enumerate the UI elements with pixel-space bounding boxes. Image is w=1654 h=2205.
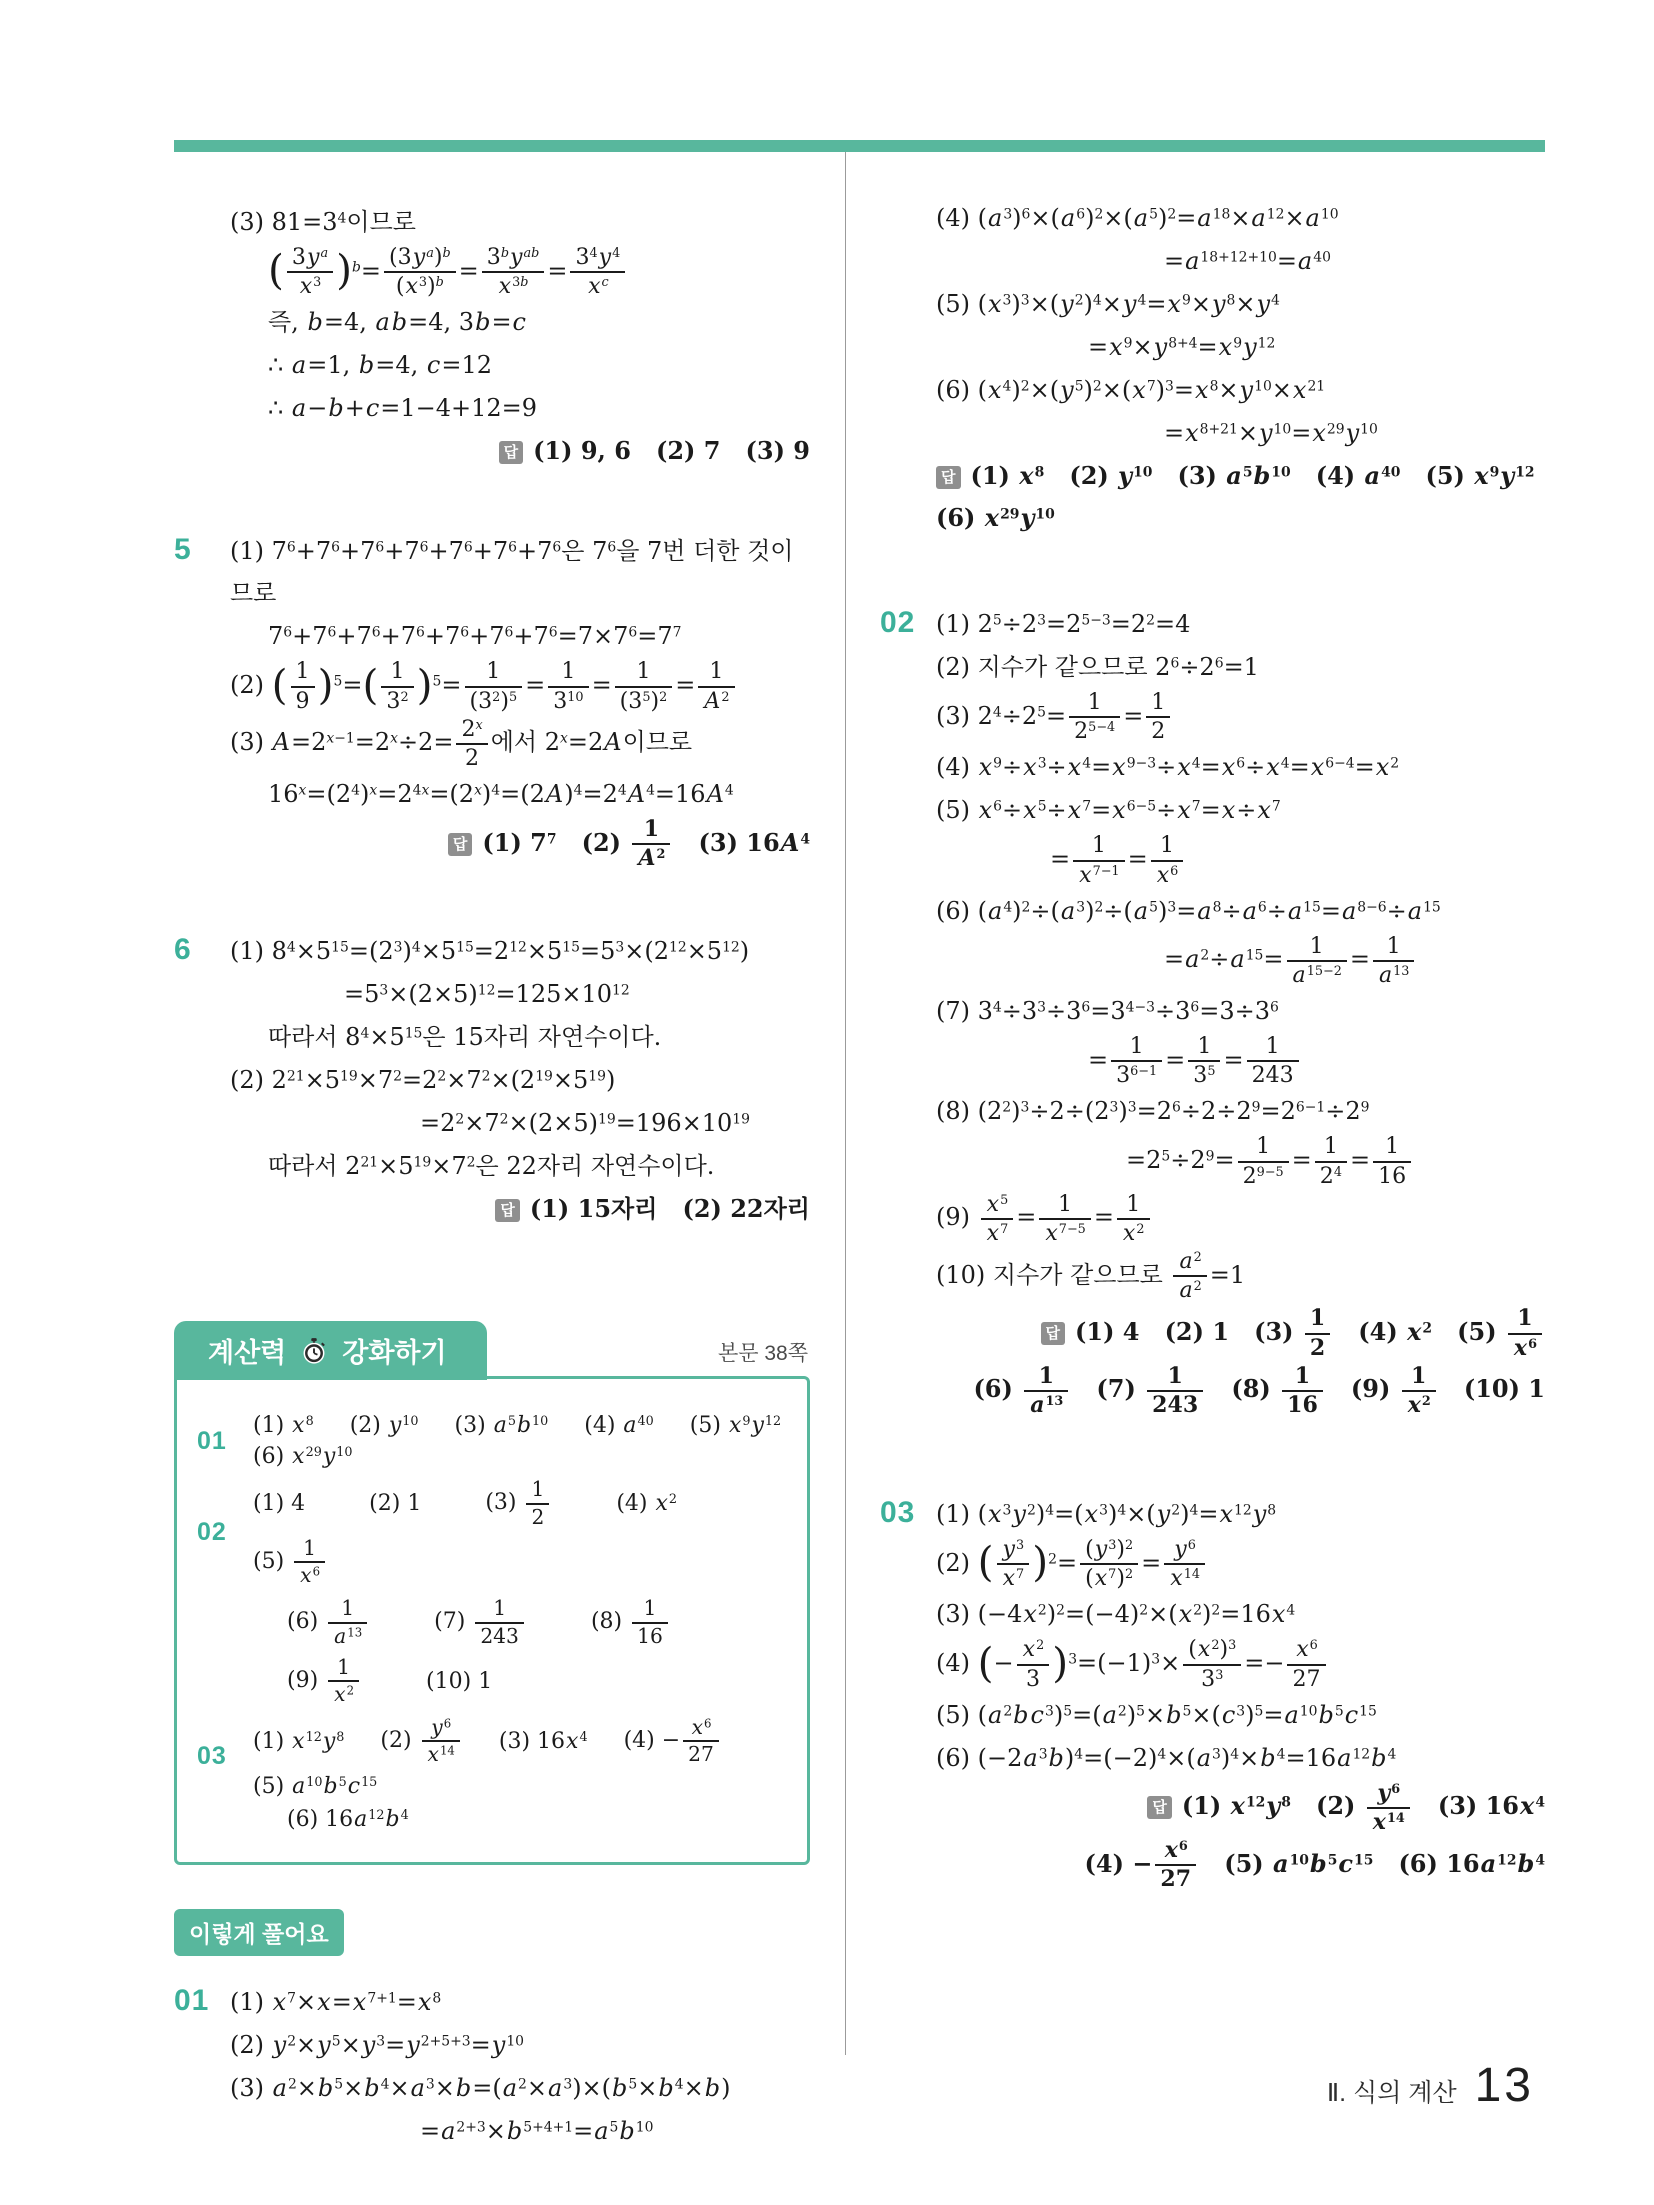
line-text: (2) $2^{21}\times 5^{19}\times 7^2=2^2\times 7^2\times(2^{19}\times 5^{19})$ bbox=[230, 1066, 616, 1095]
practice-row-label: 02 bbox=[197, 1518, 227, 1547]
solution-line bbox=[936, 789, 1545, 831]
solution-line bbox=[268, 1145, 810, 1187]
solution-line bbox=[936, 1536, 1545, 1592]
solution-line bbox=[936, 746, 1545, 788]
solution-line bbox=[1164, 412, 1545, 454]
answer-line bbox=[936, 455, 1560, 539]
problem-number: 02 bbox=[880, 606, 916, 639]
line-text: (1) $8^4\times 5^{15}=(2^3)^4\times 5^{15}=2^{12}\times 5^{15}=5^3\times(2^{12}\times 5^{12})$ bbox=[230, 937, 750, 966]
practice-item: (10) 1 bbox=[426, 1668, 493, 1694]
solution-line bbox=[936, 1191, 1545, 1247]
practice-row bbox=[197, 1477, 795, 1588]
fraction: $\frac{1}{16}$ bbox=[1282, 1365, 1323, 1417]
fraction: $\frac{y^6}{x^{14}}$ bbox=[422, 1717, 460, 1765]
fraction: $\frac{x^6}{27}$ bbox=[683, 1717, 719, 1765]
fraction: $\frac{1}{(3^2)^5}$ bbox=[465, 660, 523, 712]
fraction: y6 x14 bbox=[1164, 1538, 1205, 1590]
answer-line bbox=[936, 1363, 1545, 1419]
practice-item: (4) $a^{40}$ bbox=[584, 1413, 654, 1439]
fraction: $\frac{3^by^{ab}}{x^{3b}}$ bbox=[482, 246, 545, 298]
solution-line bbox=[268, 387, 810, 429]
practice-item: (9) $\frac{1}{x^2}$ bbox=[287, 1655, 362, 1707]
practice-item: (3) $\frac{1}{2}$ bbox=[485, 1477, 552, 1529]
practice-row-items bbox=[287, 1596, 795, 1707]
solution-line bbox=[936, 890, 1545, 932]
right-solution-blocks bbox=[880, 196, 1560, 1894]
problem-number bbox=[880, 196, 936, 200]
solution-line bbox=[230, 658, 810, 714]
line-text: $=5^3\times(2\times 5)^{12}=125\times 10^{12}$ bbox=[344, 980, 630, 1009]
fraction: $\frac{a^2}{a^2}$ bbox=[1173, 1250, 1206, 1302]
solution-line bbox=[230, 2067, 810, 2109]
fraction: x6 27 bbox=[1155, 1839, 1196, 1891]
line-text: (6) (−2a3b)4=(−2)4×(a3)4×b4=16a12b4 bbox=[936, 1743, 1397, 1772]
fraction: $\frac{1}{(3^5)^2}$ bbox=[615, 660, 673, 712]
fraction: $\frac{1}{A^2}$ bbox=[698, 660, 734, 712]
solution-line bbox=[936, 646, 1545, 688]
block-content bbox=[230, 200, 810, 473]
line-text: (6) $(a^4)^2\div(a^3)^2\div(a^5)^3=a^8\div a^6\div a^{15}=a^{8-6}\div a^{15}$ bbox=[936, 896, 1441, 925]
answer-line bbox=[230, 816, 810, 872]
solution-line bbox=[936, 283, 1545, 325]
fraction: y6 x14 bbox=[1367, 1782, 1410, 1834]
practice-item: (1) $x^8$ bbox=[253, 1413, 314, 1439]
solution-line bbox=[268, 773, 810, 815]
solution-line bbox=[1164, 933, 1545, 989]
practice-item: (4) − $\frac{x^6}{27}$ bbox=[624, 1715, 722, 1767]
solution-block bbox=[880, 602, 1545, 1420]
solution-block bbox=[174, 929, 810, 1231]
line-text: (3) $a^2\times b^5\times b^4\times a^3\times b=(a^2\times a^3)\times(b^5\times b^4\times b)$ bbox=[230, 2073, 731, 2102]
chapter-title: Ⅱ. 식의 계산 bbox=[1326, 2079, 1457, 2107]
fraction: $\frac{1}{x^2}$ bbox=[1117, 1193, 1150, 1245]
problem-number: 6 bbox=[174, 933, 192, 967]
line-text: ∴ a−b+c=1−4+12=9 bbox=[268, 394, 538, 423]
practice-row-label: 03 bbox=[197, 1742, 227, 1771]
practice-item: (1) $x^{12}y^8$ bbox=[253, 1728, 345, 1754]
solution-line bbox=[936, 1636, 1545, 1692]
fraction: $\frac{1}{2}$ bbox=[526, 1479, 549, 1527]
fraction: $\frac{1}{x^6}$ bbox=[294, 1538, 325, 1586]
fraction: $\frac{1}{A^2}$ bbox=[632, 818, 670, 870]
solution-line bbox=[230, 716, 810, 772]
practice-item: (2) $\frac{y^6}{x^{14}}$ bbox=[380, 1715, 463, 1767]
solution-block bbox=[880, 196, 1560, 540]
line-text: (1) $2^5\div 2^3=2^{5-3}=2^2=4$ bbox=[936, 610, 1191, 638]
answer-line bbox=[936, 1780, 1545, 1836]
line-text: (8) $(2^2)^3\div 2\div(2^3)^3=2^6\div 2\div 2^9=2^{6-1}\div 2^9$ bbox=[936, 1097, 1370, 1126]
answer-badge: 답 bbox=[1147, 1796, 1172, 1819]
practice-item: (5) $\frac{1}{x^6}$ bbox=[253, 1536, 328, 1588]
solution-block bbox=[174, 200, 810, 473]
line-text: (3) (−4x2)2=(−4)2×(x2)2=16x4 bbox=[936, 1600, 1296, 1629]
solution-line bbox=[268, 301, 810, 343]
line-text: $=x^9\times y^{8+4}=x^9y^{12}$ bbox=[1088, 333, 1276, 361]
block-content bbox=[230, 529, 810, 873]
line-text: $7^6+7^6+7^6+7^6+7^6+7^6+7^6=7\times 7^6=7^7$ bbox=[268, 622, 682, 651]
page-number: 13 bbox=[1474, 2059, 1534, 2112]
practice-item: (6) $x^{29}y^{10}$ bbox=[253, 1444, 353, 1470]
line-text: 따라서 $2^{21}\times 5^{19}\times 7^2$은 22자리 자연수이다. bbox=[268, 1152, 715, 1181]
solution-block bbox=[174, 1980, 810, 2153]
fraction: $\frac{1}{x^{7-1}}$ bbox=[1073, 834, 1124, 886]
solution-line bbox=[936, 369, 1545, 411]
fraction: $\frac{1}{x^2}$ bbox=[1402, 1365, 1436, 1417]
line-text: (5) $(x^3)^3\times(y^2)^4\times y^4=x^9\times y^8\times y^4$ bbox=[936, 290, 1280, 318]
line-text: $=a^2\div a^{15}=$ $\frac{1}{a^{15-2}}$ = $\frac{1}{a^{13}}$ bbox=[1164, 945, 1417, 973]
line-text: (3) $81=3^4$이므로 bbox=[230, 208, 416, 236]
practice-box-tab bbox=[174, 1321, 487, 1380]
practice-row-items bbox=[253, 1413, 795, 1469]
line-text: $=a^{18+12+10}=a^{40}$ bbox=[1164, 247, 1331, 275]
practice-item: (6) $\frac{1}{a^{13}}$ bbox=[287, 1596, 370, 1648]
line-text: (4) − x6 27 (5) a10b5c15 (6) 16a12b4 bbox=[1084, 1837, 1545, 1893]
fraction: $\frac{3y^a}{x^3}$ bbox=[287, 246, 333, 298]
fraction: $\frac{1}{3^5}$ bbox=[1188, 1035, 1220, 1087]
solution-line bbox=[230, 930, 810, 972]
page-reference: 본문 38쪽 bbox=[717, 1342, 808, 1366]
line-text: $=2^2\times 7^2\times(2\times 5)^{19}=196\times 10^{19}$ bbox=[420, 1109, 750, 1138]
practice-item: (3) $a^5b^{10}$ bbox=[454, 1413, 549, 1439]
line-text: (5) (a2bc3)5=(a2)5×b5×(c3)5=a10b5c15 bbox=[936, 1700, 1377, 1729]
left-solution-blocks bbox=[174, 200, 810, 1231]
practice-item: (4) $x^2$ bbox=[616, 1491, 678, 1517]
practice-box bbox=[174, 1376, 810, 1864]
solution-line bbox=[936, 603, 1545, 645]
line-text: $=a^{2+3}\times b^{5+4+1}=a^5b^{10}$ bbox=[420, 2116, 654, 2145]
line-text: (1) $x^7\times x=x^{7+1}=x^8$ bbox=[230, 1987, 442, 2016]
solution-line bbox=[230, 1059, 810, 1101]
fraction: (x2)3 33 bbox=[1183, 1638, 1241, 1690]
line-text: 즉, b=4, ab=4, 3b=c bbox=[268, 308, 526, 337]
fraction: x6 27 bbox=[1287, 1638, 1325, 1690]
line-text: (3) $A=2^{x-1}=2^x\div 2=$ $\frac{2^x}{2}$ 에서 $2^x=2A$이므로 bbox=[230, 716, 693, 771]
practice-box-wrap bbox=[174, 1321, 810, 1864]
answer-line bbox=[230, 430, 810, 472]
fraction: $\frac{x^5}{x^7}$ bbox=[981, 1193, 1014, 1245]
practice-row-items bbox=[253, 1477, 795, 1588]
practice-item: (2) $y^{10}$ bbox=[349, 1413, 419, 1439]
practice-item: (5) $a^{10}b^5c^{15}$ bbox=[253, 1773, 378, 1799]
fraction: $\frac{2^x}{2}$ bbox=[456, 718, 487, 770]
line-text: (9) $\frac{x^5}{x^7}$ = $\frac{1}{x^{7-5}}$ = $\frac{1}{x^2}$ bbox=[936, 1203, 1153, 1231]
problem-number: 03 bbox=[880, 1496, 916, 1530]
method-badge: 이렇게 풀어요 bbox=[174, 1909, 344, 1956]
line-text: ( $\frac{3y^a}{x^3}$ )$^b$= $\frac{(3y^a)^b}{(x^3)^b}$ = $\frac{3^by^{ab}}{x^{3b}}$ = $\frac{3^4y^4}{x^c}$ bbox=[268, 257, 628, 285]
answer-badge: 답 bbox=[499, 441, 524, 464]
line-text: (2) ( y3 x7 )2= (y3)2 (x7)2 = y6 x14 bbox=[936, 1549, 1208, 1577]
line-text: (5) $x^6\div x^5\div x^7=x^{6-5}\div x^7=x\div x^7$ bbox=[936, 796, 1281, 825]
line-text: (1) (x3y2)4=(x3)4×(y2)4=x12y8 bbox=[936, 1500, 1277, 1529]
fraction: $\frac{1}{2^4}$ bbox=[1315, 1135, 1347, 1187]
problem-number: 01 bbox=[174, 1983, 210, 2017]
practice-item: (1) 4 bbox=[253, 1491, 306, 1517]
column-divider bbox=[845, 152, 846, 2055]
line-text: 따라서 $8^4\times 5^{15}$은 15자리 자연수이다. bbox=[268, 1023, 662, 1052]
line-text: (2) 지수가 같으므로 $2^6\div 2^6=1$ bbox=[936, 653, 1259, 681]
fraction: $\frac{1}{2}$ bbox=[1305, 1307, 1330, 1359]
line-text: (2) ( $\frac{1}{9}$ )$^5$=( $\frac{1}{3^2}$ )$^5$= $\frac{1}{(3^2)^5}$ = $\frac{1}{3^{10}}$ = $\frac{1}{(3^5)^2}$ = $\frac{1}{A^2}$ bbox=[230, 671, 738, 699]
practice-item: (8) $\frac{1}{16}$ bbox=[591, 1596, 671, 1648]
solution-line bbox=[230, 2024, 810, 2066]
line-text: (1) 4 (2) 1 (3) $\frac{1}{2}$ (4) $x^2$ (5) $\frac{1}{x^6}$ bbox=[1075, 1317, 1545, 1346]
solution-line bbox=[936, 1248, 1545, 1304]
practice-row bbox=[197, 1715, 795, 1798]
line-text: $=x^{8+21}\times y^{10}=x^{29}y^{10}$ bbox=[1164, 419, 1378, 447]
solution-line bbox=[268, 344, 810, 386]
fraction: $\frac{1}{x^2}$ bbox=[328, 1657, 359, 1705]
solution-line bbox=[230, 530, 810, 614]
line-text: (1) $x^8$ (2) $y^{10}$ (3) $a^5b^{10}$ (4) $a^{40}$ (5) $x^9y^{12}$ (6) $x^{29}y^{10}$ bbox=[936, 461, 1560, 532]
fraction: $\frac{(3y^a)^b}{(x^3)^b}$ bbox=[384, 246, 456, 298]
solution-line bbox=[936, 1090, 1545, 1132]
block-content bbox=[936, 1492, 1545, 1894]
line-text: $16^x=(2^4)^x=2^{4x}=(2^x)^4=(2A)^4=2^4A^4=16A^4$ bbox=[268, 780, 734, 809]
fraction: $\frac{1}{16}$ bbox=[1373, 1135, 1411, 1187]
fraction: $\frac{1}{3^2}$ bbox=[381, 660, 413, 712]
solution-line bbox=[1088, 1033, 1545, 1089]
fraction: $\frac{1}{243}$ bbox=[1147, 1365, 1203, 1417]
fraction: $\frac{1}{2^{5-4}}$ bbox=[1069, 691, 1120, 743]
fraction: $\frac{1}{x^{7-5}}$ bbox=[1039, 1193, 1090, 1245]
solution-block bbox=[174, 529, 810, 873]
solution-line bbox=[268, 615, 810, 657]
practice-item: (2) 1 bbox=[369, 1491, 422, 1517]
practice-row bbox=[197, 1596, 795, 1707]
line-text: (3) $2^4\div 2^5=$ $\frac{1}{2^{5-4}}$ = $\frac{1}{2}$ bbox=[936, 702, 1173, 730]
practice-box-title-right: 강화하기 bbox=[342, 1338, 447, 1369]
practice-row bbox=[197, 1413, 795, 1469]
stopwatch-icon bbox=[300, 1337, 328, 1365]
line-text: (10) 지수가 같으므로 $\frac{a^2}{a^2}$ =1 bbox=[936, 1249, 1246, 1304]
fraction: $\frac{1}{9}$ bbox=[291, 660, 315, 712]
block-content bbox=[936, 602, 1545, 1420]
practice-item: (6) $16a^{12}b^4$ bbox=[287, 1806, 409, 1832]
problem-number: 5 bbox=[174, 533, 192, 567]
fraction: $\frac{1}{2^{9-5}}$ bbox=[1238, 1135, 1289, 1187]
answer-line bbox=[936, 1837, 1545, 1893]
fraction: $\frac{1}{3^{10}}$ bbox=[548, 660, 588, 712]
solution-line bbox=[1050, 832, 1545, 888]
answer-line bbox=[936, 1305, 1545, 1361]
line-text: (1) $7^7$ (2) $\frac{1}{A^2}$ (3) $16A^4$ bbox=[482, 816, 810, 872]
right-column bbox=[880, 196, 1560, 1894]
practice-row-items bbox=[287, 1807, 795, 1832]
answer-badge: 답 bbox=[1041, 1322, 1066, 1345]
fraction: $\frac{3^4y^4}{x^c}$ bbox=[570, 246, 625, 298]
solution-line bbox=[936, 197, 1545, 239]
answer-badge: 답 bbox=[495, 1199, 520, 1222]
fraction: $\frac{1}{a^{13}}$ bbox=[1373, 935, 1414, 987]
solution-line bbox=[230, 201, 810, 243]
solution-line bbox=[936, 990, 1545, 1032]
line-text: (4) (− x2 3 )3=(−1)3× (x2)3 33 =− x6 27 bbox=[936, 1649, 1329, 1677]
practice-row-label: 01 bbox=[197, 1426, 227, 1455]
block-content bbox=[230, 1980, 810, 2153]
fraction: $\frac{1}{16}$ bbox=[632, 1598, 668, 1646]
solution-line bbox=[1126, 1133, 1545, 1189]
solution-line bbox=[420, 2110, 810, 2152]
solution-line bbox=[936, 689, 1545, 745]
fraction: $\frac{1}{2}$ bbox=[1146, 691, 1170, 743]
fraction: $\frac{1}{a^{13}}$ bbox=[328, 1598, 367, 1646]
block-content bbox=[936, 196, 1560, 540]
line-text: ∴ a=1, b=4, c=12 bbox=[268, 351, 492, 380]
fraction: x2 3 bbox=[1017, 1638, 1050, 1690]
answer-badge: 답 bbox=[448, 833, 473, 856]
solution-block bbox=[880, 1492, 1545, 1894]
line-text: (4) $(a^3)^6\times(a^6)^2\times(a^5)^2=a^{18}\times a^{12}\times a^{10}$ bbox=[936, 204, 1339, 232]
solution-line bbox=[1088, 326, 1545, 368]
fraction: $\frac{1}{3^{6-1}}$ bbox=[1111, 1035, 1162, 1087]
fraction: (y3)2 (x7)2 bbox=[1080, 1538, 1138, 1590]
solution-line bbox=[420, 1102, 810, 1144]
practice-row bbox=[197, 1807, 795, 1832]
fraction: $\frac{1}{a^{13}}$ bbox=[1024, 1365, 1068, 1417]
line-text: (4) $x^9\div x^3\div x^4=x^{9-3}\div x^4=x^6\div x^4=x^{6-4}=x^2$ bbox=[936, 753, 1400, 782]
answer-badge: 답 bbox=[936, 466, 961, 489]
line-text: (6) $(x^4)^2\times(y^5)^2\times(x^7)^3=x^8\times y^{10}\times x^{21}$ bbox=[936, 376, 1326, 404]
fraction: $\frac{1}{243}$ bbox=[475, 1598, 524, 1646]
fraction: $\frac{1}{x^6}$ bbox=[1151, 834, 1184, 886]
line-text: (6) $\frac{1}{a^{13}}$ (7) $\frac{1}{243}$ (8) $\frac{1}{16}$ (9) $\frac{1}{x^2}$ (10) 1 bbox=[973, 1362, 1545, 1418]
answer-line bbox=[230, 1188, 810, 1230]
line-text: (1) x12y8 (2) y6 x14 (3) 16x4 bbox=[1181, 1779, 1545, 1835]
page-footer bbox=[1327, 2058, 1534, 2113]
solution-line bbox=[344, 973, 810, 1015]
left-column bbox=[174, 200, 810, 2153]
solution-line bbox=[936, 1694, 1545, 1736]
top-accent-bar bbox=[174, 140, 1545, 152]
solution-line bbox=[268, 1016, 810, 1058]
method-solution-blocks bbox=[174, 1980, 810, 2153]
line-text: (7) $3^4\div 3^3\div 3^6=3^{4-3}\div 3^6=3\div 3^6$ bbox=[936, 997, 1279, 1026]
fraction: $\frac{1}{x^6}$ bbox=[1508, 1307, 1542, 1359]
line-text: (1) 15자리 (2) 22자리 bbox=[529, 1194, 810, 1224]
fraction: $\frac{1}{a^{15-2}}$ bbox=[1287, 935, 1347, 987]
solution-line bbox=[230, 1981, 810, 2023]
solution-line bbox=[268, 244, 810, 300]
fraction: y3 x7 bbox=[997, 1538, 1030, 1590]
fraction: $\frac{1}{243}$ bbox=[1247, 1035, 1299, 1087]
block-content bbox=[230, 929, 810, 1231]
line-text: (1) 9, 6 (2) 7 (3) 9 bbox=[533, 436, 810, 466]
solution-line bbox=[936, 1737, 1545, 1779]
practice-row-items bbox=[253, 1715, 795, 1798]
practice-box-title-left: 계산력 bbox=[208, 1338, 287, 1369]
practice-item: (5) $x^9y^{12}$ bbox=[689, 1413, 782, 1439]
line-text: (2) $y^2\times y^5\times y^3=y^{2+5+3}=y^{10}$ bbox=[230, 2030, 525, 2059]
line-text: $=2^5\div 2^9=$ $\frac{1}{2^{9-5}}$ = $\frac{1}{2^4}$ = $\frac{1}{16}$ bbox=[1126, 1146, 1414, 1174]
line-text: = $\frac{1}{3^{6-1}}$ = $\frac{1}{3^5}$ = $\frac{1}{243}$ bbox=[1088, 1046, 1302, 1074]
solution-line bbox=[1164, 240, 1545, 282]
line-text: (1) $7^6+7^6+7^6+7^6+7^6+7^6+7^6$은 $7^6$을 7번 더한 것이므로 bbox=[230, 537, 794, 608]
problem-number bbox=[174, 200, 230, 204]
practice-item: (3) $16x^4$ bbox=[498, 1728, 588, 1754]
solution-line bbox=[936, 1593, 1545, 1635]
practice-item: (7) $\frac{1}{243}$ bbox=[434, 1596, 527, 1648]
solution-line bbox=[936, 1493, 1545, 1535]
line-text: = $\frac{1}{x^{7-1}}$ = $\frac{1}{x^6}$ bbox=[1050, 845, 1186, 873]
